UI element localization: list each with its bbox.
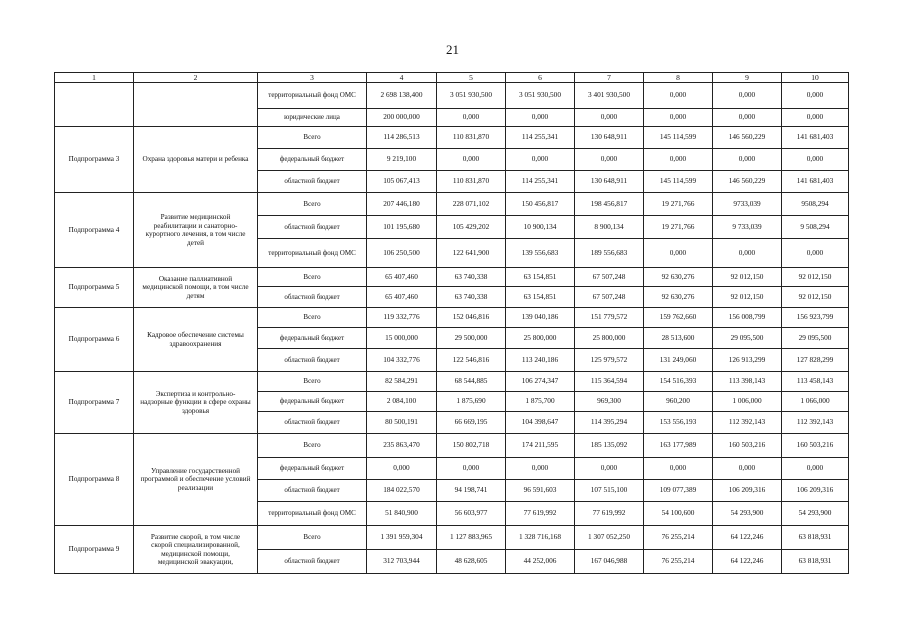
funding-source-cell: областной бюджет [258,412,367,434]
value-cell: 80 500,191 [367,412,437,434]
value-cell: 184 022,570 [367,480,437,502]
value-cell: 115 364,594 [575,372,644,392]
value-cell: 2 084,100 [367,392,437,412]
funding-source-cell: Всего [258,127,367,149]
value-cell: 44 252,006 [506,550,575,574]
value-cell: 1 875,690 [437,392,506,412]
funding-source-cell: федеральный бюджет [258,149,367,171]
value-cell: 153 556,193 [644,412,713,434]
value-cell: 0,000 [437,149,506,171]
value-cell: 105 067,413 [367,171,437,193]
subprogram-cell: Подпрограмма 8 [55,434,134,526]
subprogram-cell: Подпрограмма 7 [55,372,134,434]
value-cell: 200 000,000 [367,109,437,127]
value-cell: 146 560,229 [713,127,782,149]
value-cell: 66 669,195 [437,412,506,434]
value-cell: 0,000 [506,458,575,480]
value-cell: 104 398,647 [506,412,575,434]
value-cell: 106 209,316 [782,480,849,502]
value-cell: 119 332,776 [367,308,437,328]
funding-source-cell: федеральный бюджет [258,392,367,412]
value-cell: 228 071,102 [437,193,506,216]
value-cell: 156 008,799 [713,308,782,328]
value-cell: 25 800,000 [506,328,575,349]
subprogram-name-cell: Развитие скорой, в том числе скорой специализированной, медицинской помощи, медицинской эвакуации, [134,526,258,574]
value-cell: 63 818,931 [782,550,849,574]
value-cell: 185 135,092 [575,434,644,458]
value-cell: 3 401 930,500 [575,83,644,109]
value-cell: 141 681,403 [782,171,849,193]
value-cell: 0,000 [713,109,782,127]
value-cell: 9 508,294 [782,216,849,239]
column-header: 8 [644,73,713,83]
page-number: 21 [446,42,459,57]
subprogram-cell: Подпрограмма 3 [55,127,134,193]
table-row [55,268,849,287]
value-cell: 0,000 [713,458,782,480]
subprogram-name-cell: Экспертиза и контрольно-надзорные функции в сфере охраны здоровья [134,372,258,434]
value-cell: 0,000 [644,149,713,171]
value-cell: 3 051 930,500 [437,83,506,109]
value-cell: 63 154,851 [506,268,575,287]
value-cell: 0,000 [506,149,575,171]
funding-source-cell: Всего [258,308,367,328]
budget-table [54,72,849,574]
value-cell: 131 249,060 [644,349,713,372]
value-cell: 1 307 052,250 [575,526,644,550]
value-cell: 67 507,248 [575,287,644,308]
value-cell: 101 195,680 [367,216,437,239]
value-cell: 64 122,246 [713,526,782,550]
value-cell: 114 395,294 [575,412,644,434]
value-cell: 0,000 [782,83,849,109]
value-cell: 92 012,150 [713,268,782,287]
value-cell: 77 619,992 [575,502,644,526]
value-cell: 113 398,143 [713,372,782,392]
value-cell: 0,000 [644,109,713,127]
table-row [55,83,849,109]
subprogram-name-cell: Управление государственной программой и обеспечение условий реализации [134,434,258,526]
value-cell: 145 114,599 [644,127,713,149]
value-cell: 114 255,341 [506,127,575,149]
value-cell: 28 513,600 [644,328,713,349]
table-row [55,434,849,458]
funding-source-cell: областной бюджет [258,480,367,502]
subprogram-cell: Подпрограмма 9 [55,526,134,574]
value-cell: 156 923,799 [782,308,849,328]
value-cell: 63 818,931 [782,526,849,550]
funding-source-cell: Всего [258,193,367,216]
funding-source-cell: территориальный фонд ОМС [258,502,367,526]
subprogram-name-cell: Кадровое обеспечение системы здравоохранения [134,308,258,372]
value-cell: 0,000 [782,239,849,268]
value-cell: 77 619,992 [506,502,575,526]
value-cell: 0,000 [575,458,644,480]
value-cell: 3 051 930,500 [506,83,575,109]
table-row [55,127,849,149]
value-cell: 122 546,816 [437,349,506,372]
value-cell: 0,000 [644,83,713,109]
subprogram-name-cell: Развитие медицинской реабилитации и санаторно-курортного лечения, в том числе детей [134,193,258,268]
value-cell: 160 503,216 [713,434,782,458]
value-cell: 122 641,900 [437,239,506,268]
table-row [55,526,849,550]
value-cell: 110 831,870 [437,171,506,193]
table-row [55,193,849,216]
value-cell: 0,000 [782,149,849,171]
value-cell: 94 198,741 [437,480,506,502]
value-cell: 29 500,000 [437,328,506,349]
header-row [55,73,849,83]
value-cell: 110 831,870 [437,127,506,149]
funding-source-cell: областной бюджет [258,349,367,372]
value-cell: 63 740,338 [437,287,506,308]
value-cell: 2 698 138,400 [367,83,437,109]
value-cell: 969,300 [575,392,644,412]
value-cell: 68 544,885 [437,372,506,392]
value-cell: 139 040,186 [506,308,575,328]
value-cell: 8 900,134 [575,216,644,239]
value-cell: 76 255,214 [644,550,713,574]
funding-source-cell: территориальный фонд ОМС [258,239,367,268]
funding-source-cell: юридические лица [258,109,367,127]
value-cell: 1 006,000 [713,392,782,412]
value-cell: 174 211,595 [506,434,575,458]
value-cell: 109 077,389 [644,480,713,502]
value-cell: 150 456,817 [506,193,575,216]
funding-source-cell: Всего [258,268,367,287]
column-header: 4 [367,73,437,83]
subprogram-name-cell [134,83,258,127]
funding-source-cell: территориальный фонд ОМС [258,83,367,109]
value-cell: 312 703,944 [367,550,437,574]
value-cell: 139 556,683 [506,239,575,268]
value-cell: 19 271,766 [644,216,713,239]
column-header: 1 [55,73,134,83]
value-cell: 65 407,460 [367,268,437,287]
value-cell: 64 122,246 [713,550,782,574]
value-cell: 104 332,776 [367,349,437,372]
value-cell: 106 250,500 [367,239,437,268]
value-cell: 163 177,989 [644,434,713,458]
value-cell: 0,000 [713,239,782,268]
value-cell: 130 648,911 [575,127,644,149]
value-cell: 54 293,900 [713,502,782,526]
value-cell: 145 114,599 [644,171,713,193]
subprogram-cell: Подпрограмма 4 [55,193,134,268]
value-cell: 198 456,817 [575,193,644,216]
value-cell: 1 391 959,304 [367,526,437,550]
value-cell: 0,000 [713,83,782,109]
value-cell: 9 733,039 [713,216,782,239]
column-header: 7 [575,73,644,83]
value-cell: 141 681,403 [782,127,849,149]
value-cell: 960,200 [644,392,713,412]
value-cell: 127 828,299 [782,349,849,372]
subprogram-name-cell: Оказание паллиативной медицинской помощи, в том числе детям [134,268,258,308]
value-cell: 106 209,316 [713,480,782,502]
value-cell: 10 900,134 [506,216,575,239]
value-cell: 67 507,248 [575,268,644,287]
funding-source-cell: Всего [258,434,367,458]
table-row [55,372,849,392]
subprogram-name-cell: Охрана здоровья матери и ребенка [134,127,258,193]
value-cell: 92 630,276 [644,268,713,287]
value-cell: 54 100,600 [644,502,713,526]
value-cell: 65 407,460 [367,287,437,308]
funding-source-cell: областной бюджет [258,550,367,574]
subprogram-cell: Подпрограмма 6 [55,308,134,372]
value-cell: 9733,039 [713,193,782,216]
value-cell: 1 066,000 [782,392,849,412]
value-cell: 112 392,143 [782,412,849,434]
value-cell: 0,000 [575,109,644,127]
value-cell: 159 762,660 [644,308,713,328]
value-cell: 189 556,683 [575,239,644,268]
value-cell: 114 255,341 [506,171,575,193]
value-cell: 0,000 [644,239,713,268]
value-cell: 63 154,851 [506,287,575,308]
value-cell: 151 779,572 [575,308,644,328]
value-cell: 0,000 [367,458,437,480]
table-row [55,308,849,328]
value-cell: 92 012,150 [782,287,849,308]
value-cell: 112 392,143 [713,412,782,434]
funding-source-cell: Всего [258,526,367,550]
value-cell: 25 800,000 [575,328,644,349]
value-cell: 130 648,911 [575,171,644,193]
value-cell: 126 913,299 [713,349,782,372]
value-cell: 15 000,000 [367,328,437,349]
value-cell: 92 012,150 [713,287,782,308]
value-cell: 48 628,605 [437,550,506,574]
column-header: 5 [437,73,506,83]
value-cell: 113 240,186 [506,349,575,372]
value-cell: 92 630,276 [644,287,713,308]
value-cell: 152 046,816 [437,308,506,328]
value-cell: 107 515,100 [575,480,644,502]
value-cell: 0,000 [644,458,713,480]
value-cell: 51 840,900 [367,502,437,526]
funding-source-cell: областной бюджет [258,171,367,193]
value-cell: 92 012,150 [782,268,849,287]
value-cell: 235 863,470 [367,434,437,458]
value-cell: 113 458,143 [782,372,849,392]
value-cell: 96 591,603 [506,480,575,502]
value-cell: 167 046,988 [575,550,644,574]
funding-source-cell: федеральный бюджет [258,458,367,480]
column-header: 9 [713,73,782,83]
value-cell: 207 446,180 [367,193,437,216]
column-header: 2 [134,73,258,83]
value-cell: 106 274,347 [506,372,575,392]
column-header: 6 [506,73,575,83]
value-cell: 1 328 716,168 [506,526,575,550]
subprogram-cell [55,83,134,127]
value-cell: 0,000 [437,109,506,127]
value-cell: 54 293,900 [782,502,849,526]
funding-source-cell: областной бюджет [258,287,367,308]
value-cell: 29 095,500 [782,328,849,349]
value-cell: 146 560,229 [713,171,782,193]
value-cell: 114 286,513 [367,127,437,149]
column-header: 10 [782,73,849,83]
value-cell: 1 127 883,965 [437,526,506,550]
value-cell: 0,000 [437,458,506,480]
value-cell: 56 603,977 [437,502,506,526]
funding-source-cell: областной бюджет [258,216,367,239]
value-cell: 105 429,202 [437,216,506,239]
column-header: 3 [258,73,367,83]
value-cell: 63 740,338 [437,268,506,287]
value-cell: 125 979,572 [575,349,644,372]
value-cell: 0,000 [713,149,782,171]
value-cell: 0,000 [506,109,575,127]
value-cell: 1 875,700 [506,392,575,412]
value-cell: 0,000 [575,149,644,171]
value-cell: 154 516,393 [644,372,713,392]
value-cell: 76 255,214 [644,526,713,550]
value-cell: 0,000 [782,109,849,127]
value-cell: 82 584,291 [367,372,437,392]
value-cell: 160 503,216 [782,434,849,458]
value-cell: 9508,294 [782,193,849,216]
value-cell: 9 219,100 [367,149,437,171]
subprogram-cell: Подпрограмма 5 [55,268,134,308]
value-cell: 19 271,766 [644,193,713,216]
funding-source-cell: Всего [258,372,367,392]
value-cell: 29 095,500 [713,328,782,349]
value-cell: 150 802,718 [437,434,506,458]
funding-source-cell: федеральный бюджет [258,328,367,349]
value-cell: 0,000 [782,458,849,480]
